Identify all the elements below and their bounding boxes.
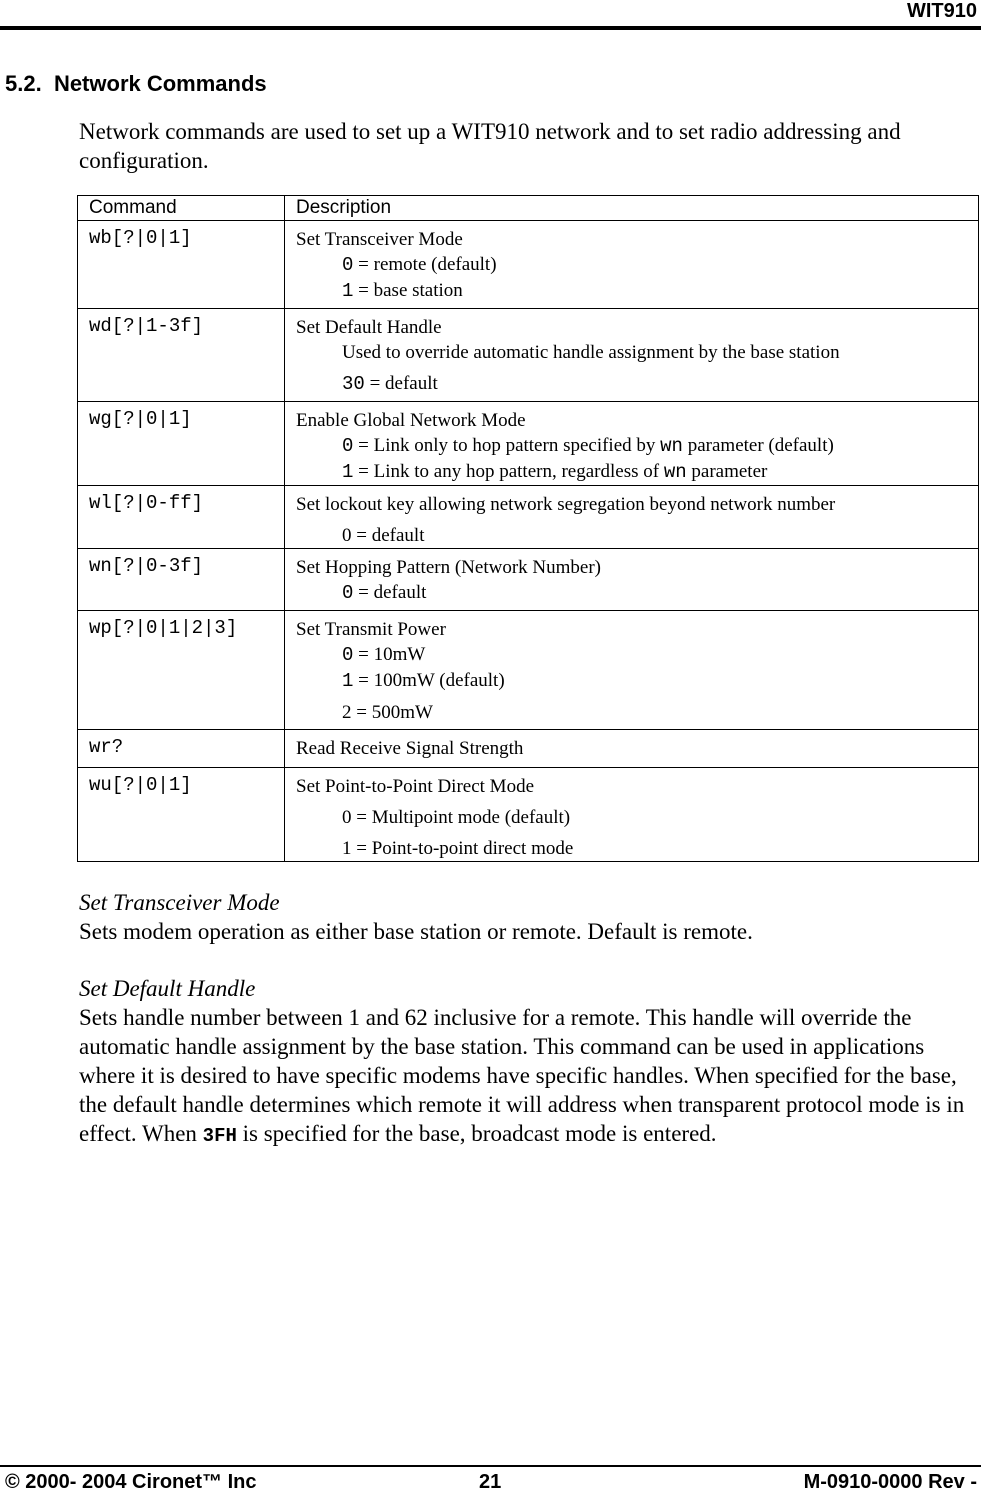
description-cell bbox=[285, 768, 979, 862]
description-cell bbox=[285, 611, 979, 730]
table-header-row bbox=[78, 196, 979, 221]
description-cell bbox=[285, 221, 979, 309]
description-cell bbox=[285, 309, 979, 402]
section-title: Network Commands bbox=[53, 71, 267, 96]
description-cell bbox=[285, 730, 979, 768]
default-handle-body bbox=[79, 1003, 975, 1151]
description-line bbox=[296, 836, 978, 861]
table-row bbox=[78, 486, 979, 549]
intro-paragraph: Network commands are used to set up a WIT910 network and to set radio addressing and configuration. bbox=[79, 119, 901, 173]
value-text: Used to override automatic handle assignment by the base station bbox=[342, 342, 840, 363]
value-text: = Link only to hop pattern specified by bbox=[353, 435, 661, 456]
description-title: Read Receive Signal Strength bbox=[296, 738, 524, 759]
column-header-description: Description bbox=[285, 196, 979, 221]
value-code: 0 bbox=[342, 435, 354, 457]
default-handle-heading: Set Default Handle bbox=[79, 976, 256, 1001]
table-row bbox=[78, 549, 979, 611]
command-cell: wd[?|1-3f] bbox=[78, 309, 285, 402]
description-title: Set Default Handle bbox=[296, 317, 442, 338]
description-line bbox=[296, 700, 978, 725]
description-title: Set Transceiver Mode bbox=[296, 229, 463, 250]
description-line bbox=[296, 371, 978, 397]
table-row bbox=[78, 611, 979, 730]
table-row bbox=[78, 221, 979, 309]
command-cell: wl[?|0-ff] bbox=[78, 486, 285, 549]
value-text: = default bbox=[353, 582, 427, 603]
value-text: parameter (default) bbox=[682, 435, 834, 456]
value-text: parameter bbox=[686, 461, 768, 482]
value-text: = default bbox=[364, 373, 438, 394]
footer-page-number: 21 bbox=[479, 1471, 502, 1493]
transceiver-heading: Set Transceiver Mode bbox=[79, 890, 280, 915]
footer-rule bbox=[0, 1465, 981, 1467]
value-code: 1 bbox=[342, 670, 354, 692]
description-line bbox=[296, 252, 978, 278]
section-heading bbox=[5, 71, 267, 97]
command-cell: wb[?|0|1] bbox=[78, 221, 285, 309]
value-text: 1 = Point-to-point direct mode bbox=[342, 838, 574, 859]
value-text: = Link to any hop pattern, regardless of bbox=[353, 461, 664, 482]
description-line bbox=[296, 668, 978, 694]
description-title: Set Hopping Pattern (Network Number) bbox=[296, 557, 601, 578]
command-cell: wp[?|0|1|2|3] bbox=[78, 611, 285, 730]
value-text: 2 = 500mW bbox=[342, 702, 433, 723]
table-row bbox=[78, 768, 979, 862]
command-cell: wr? bbox=[78, 730, 285, 768]
value-text: = 100mW (default) bbox=[353, 670, 505, 691]
parameter-code: wn bbox=[663, 461, 687, 483]
default-handle-section bbox=[79, 974, 975, 1151]
command-cell: wu[?|0|1] bbox=[78, 768, 285, 862]
value-code: 0 bbox=[342, 582, 354, 604]
description-title: Enable Global Network Mode bbox=[296, 410, 526, 431]
description-cell bbox=[285, 486, 979, 549]
value-text: = 10mW bbox=[353, 644, 426, 665]
command-cell: wn[?|0-3f] bbox=[78, 549, 285, 611]
command-cell: wg[?|0|1] bbox=[78, 402, 285, 486]
header-rule bbox=[0, 26, 981, 30]
value-text: 0 = Multipoint mode (default) bbox=[342, 807, 571, 828]
description-title: Set Point-to-Point Direct Mode bbox=[296, 776, 535, 797]
description-cell bbox=[285, 549, 979, 611]
table-row bbox=[78, 309, 979, 402]
transceiver-body: Sets modem operation as either base station or remote. Default is remote. bbox=[79, 919, 753, 944]
description-line bbox=[296, 642, 978, 668]
transceiver-section bbox=[79, 888, 975, 946]
broadcast-handle-code: 3FH bbox=[202, 1125, 237, 1147]
description-line bbox=[296, 580, 978, 606]
value-code: 1 bbox=[342, 461, 354, 483]
description-line bbox=[296, 459, 978, 485]
footer-doc-number: M-0910-0000 Rev - bbox=[803, 1471, 977, 1493]
description-line bbox=[296, 340, 978, 365]
default-handle-text-1: Sets handle number between 1 and 62 inclusive for a remote. This handle will override the automatic handle assignment by the base station. This command can be used in applications where it is desired to have specific modems have specific handles. When specified for the base, the default handle determines which remote it will address when transparent protocol mode is in effect. When bbox=[79, 1005, 965, 1146]
value-code: 0 bbox=[342, 644, 354, 666]
description-line bbox=[296, 523, 978, 548]
description-line bbox=[296, 278, 978, 304]
table-row bbox=[78, 730, 979, 768]
value-text: = base station bbox=[353, 280, 463, 301]
command-table bbox=[77, 195, 979, 862]
description-line bbox=[296, 433, 978, 459]
default-handle-text-2: is specified for the base, broadcast mode is entered. bbox=[236, 1121, 717, 1146]
table-row bbox=[78, 402, 979, 486]
footer-copyright: © 2000- 2004 Cironet™ Inc bbox=[5, 1471, 257, 1493]
section-number: 5.2. bbox=[5, 71, 42, 96]
header-title: WIT910 bbox=[906, 0, 977, 22]
value-code: 30 bbox=[342, 373, 365, 395]
parameter-code: wn bbox=[660, 435, 683, 457]
description-line bbox=[296, 805, 978, 830]
value-text: 0 = default bbox=[342, 525, 425, 546]
value-code: 0 bbox=[342, 254, 354, 276]
value-text: = remote (default) bbox=[353, 254, 497, 275]
description-title: Set Transmit Power bbox=[296, 619, 446, 640]
column-header-command: Command bbox=[78, 196, 285, 221]
description-title: Set lockout key allowing network segregation beyond network number bbox=[296, 494, 836, 515]
description-cell bbox=[285, 402, 979, 486]
value-code: 1 bbox=[342, 280, 354, 302]
